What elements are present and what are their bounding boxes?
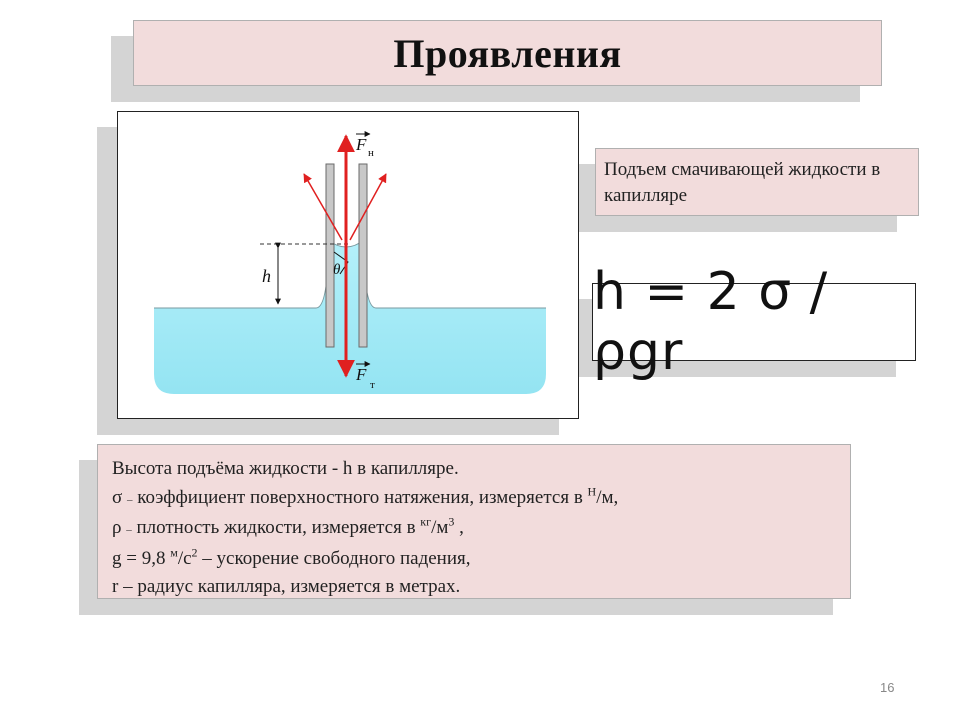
legend-box <box>97 444 851 599</box>
capillary-diagram <box>117 111 579 419</box>
legend-line-rho <box>112 514 836 545</box>
unit-kg: кг <box>420 514 432 529</box>
height-label: h <box>262 266 271 286</box>
legend-line-r <box>112 573 836 602</box>
tension-left-arrow <box>304 174 342 240</box>
unit-m-g: м <box>170 545 178 560</box>
angle-label: θ <box>333 262 341 278</box>
unit-m: /м <box>431 517 449 538</box>
legend-text-5: r – радиус капилляра, измеряется в метрах. <box>112 576 461 597</box>
legend-text-1: Высота подъёма жидкости - h в капилляре. <box>112 458 459 479</box>
force-top-label: F <box>356 135 367 154</box>
force-bottom-sub: т <box>370 379 375 391</box>
formula-text: h = 2 σ / ρgr <box>593 262 829 382</box>
legend-text-4a: g = 9,8 <box>112 547 171 569</box>
legend-text-4b: – ускорение свободного падения, <box>197 547 471 569</box>
unit-n-tail: /м, <box>596 486 619 508</box>
page-number: 16 <box>880 680 895 695</box>
unit-m-pow: 3 <box>448 514 455 529</box>
legend-line-sigma <box>112 484 836 515</box>
tension-right-arrow <box>350 174 386 240</box>
tube-right-wall <box>359 164 367 347</box>
page-title: Проявления <box>393 30 622 76</box>
tube-left-wall <box>326 164 334 347</box>
unit-s: /с <box>177 547 192 569</box>
capillary-svg <box>118 112 578 418</box>
force-bottom-label: F <box>356 365 367 384</box>
title-box <box>133 20 882 86</box>
sigma-dash: – <box>127 493 133 506</box>
sigma-symbol: σ <box>112 486 123 508</box>
legend-text-2: коэффициент поверхностного натяжения, измеряется в <box>132 486 588 508</box>
liquid-body <box>154 240 546 394</box>
caption-box <box>595 148 919 216</box>
rho-symbol: ρ <box>112 517 122 538</box>
legend-tail-3: , <box>454 517 464 538</box>
unit-s-pow: 2 <box>191 545 198 560</box>
caption-text: Подъем смачивающей жидкости в капилляре <box>604 159 881 206</box>
legend-text-3: плотность жидкости, измеряется в <box>131 517 421 538</box>
unit-n: Н <box>587 484 597 499</box>
legend-line-height <box>112 455 836 484</box>
formula-box <box>592 262 916 382</box>
legend-line-g <box>112 545 836 574</box>
rho-dash: – <box>126 524 132 536</box>
force-top-sub: н <box>368 147 374 159</box>
